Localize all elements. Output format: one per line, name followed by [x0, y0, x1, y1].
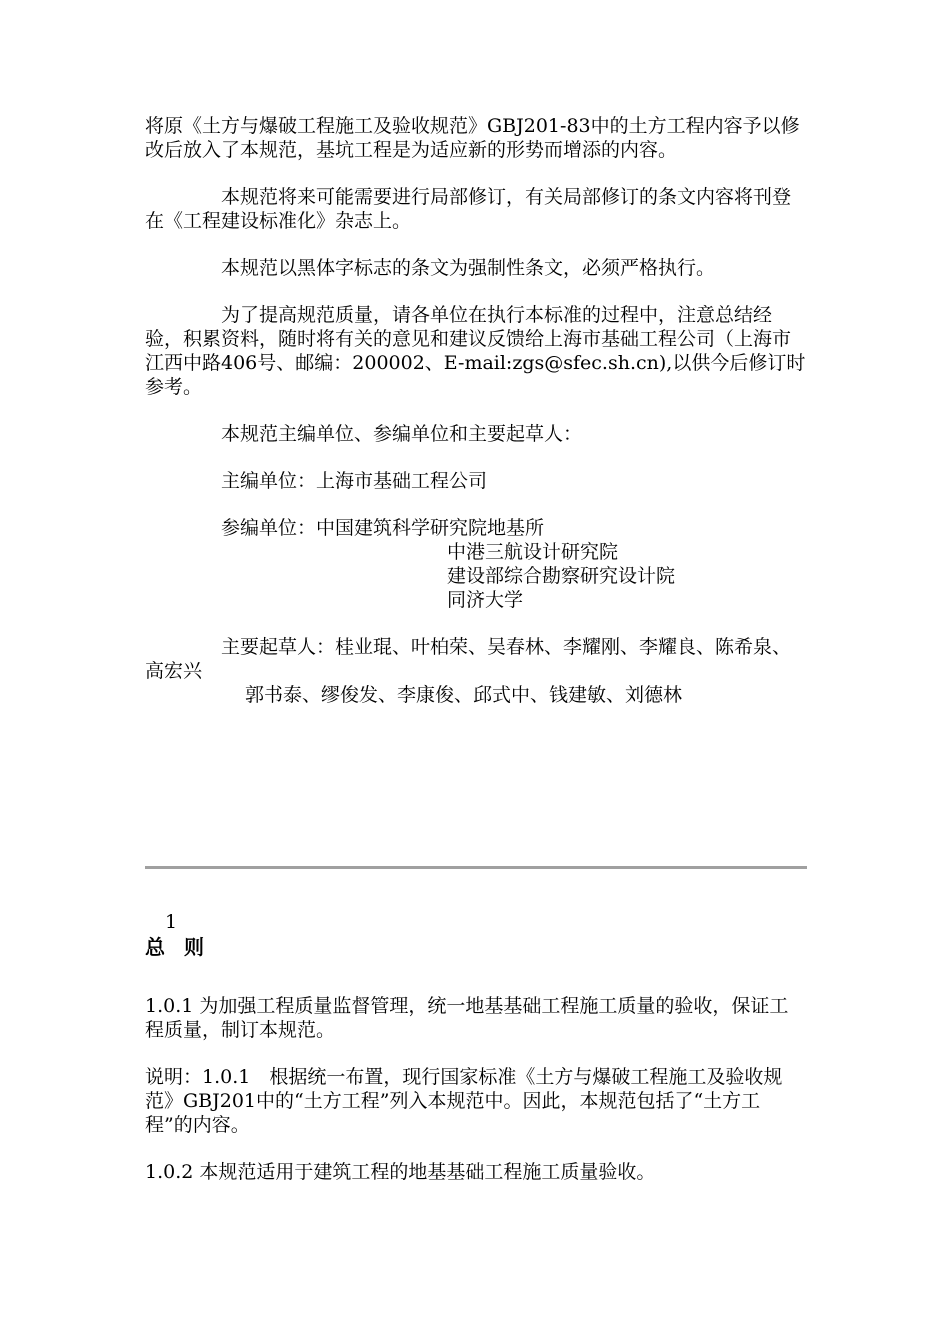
- chapter-title: 总 则: [145, 935, 210, 959]
- drafters-line-2: 郭书泰、缪俊发、李康俊、邱式中、钱建敏、刘德林: [245, 684, 683, 706]
- section-divider: [145, 866, 807, 869]
- chief-unit: 主编单位：上海市基础工程公司: [221, 470, 488, 492]
- preface-paragraph-2: 本规范将来可能需要进行局部修订，有关局部修订的条文内容将刊登在《工程建设标准化》杂志上。: [145, 186, 792, 232]
- preface-paragraph-5: 本规范主编单位、参编单位和主要起草人：: [221, 423, 583, 445]
- preface-paragraph-1: 将原《土方与爆破工程施工及验收规范》GBJ201-83中的土方工程内容予以修改后放入了本规范，基坑工程是为适应新的形势而增添的内容。: [145, 115, 800, 161]
- preface-section: [145, 114, 807, 707]
- clause-1-0-1: 1.0.1 为加强工程质量监督管理，统一地基基础工程施工质量的验收，保证工程质量，制订本规范。: [145, 995, 789, 1041]
- drafters-line-1: 主要起草人：桂业琨、叶柏荣、吴春林、李耀刚、李耀良、陈希泉、高宏兴: [145, 636, 792, 682]
- preface-paragraph-4: 为了提高规范质量，请各单位在执行本标准的过程中，注意总结经验，积累资料，随时将有关的意见和建议反馈给上海市基础工程公司（上海市江西中路406号、邮编：200002、E-mail:zgs@sfec.sh.cn),以供今后修订时参考。: [145, 304, 806, 398]
- note-1-0-1: 说明：1.0.1 根据统一布置，现行国家标准《土方与爆破工程施工及验收规范》GBJ201中的“土方工程”列入本规范中。因此，本规范包括了“土方工程”的内容。: [145, 1066, 783, 1136]
- clause-1-0-2: 1.0.2 本规范适用于建筑工程的地基基础工程施工质量验收。: [145, 1161, 656, 1183]
- preface-paragraph-3: 本规范以黑体字标志的条文为强制性条文，必须严格执行。: [221, 257, 716, 279]
- co-unit-item: 建设部综合勘察研究设计院: [447, 565, 676, 587]
- chapter-number: 1: [165, 911, 178, 933]
- co-unit-item: 同济大学: [447, 589, 524, 611]
- co-unit-item: 中港三航设计研究院: [447, 541, 619, 563]
- chapter-section: [145, 910, 807, 1184]
- co-units-first: 参编单位：中国建筑科学研究院地基所: [221, 517, 545, 539]
